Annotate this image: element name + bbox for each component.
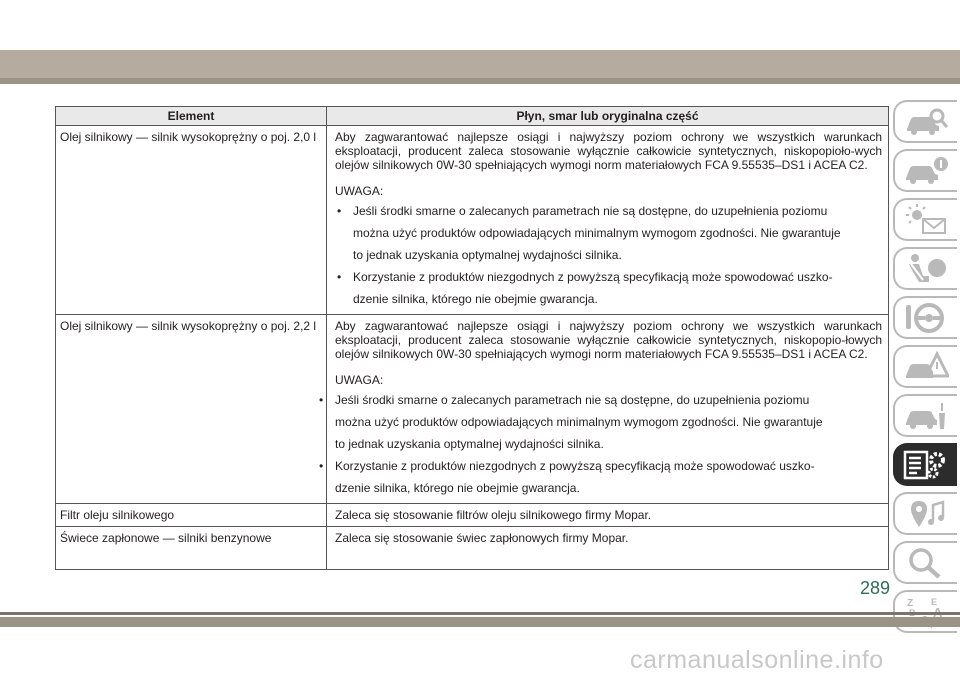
table-row	[56, 527, 889, 570]
column-header-element: Element	[56, 107, 327, 126]
multimedia-music-icon	[903, 497, 949, 531]
note-list	[317, 389, 882, 499]
alpha-letter: Z	[907, 597, 914, 609]
list-item	[317, 389, 882, 455]
note-line: dzenie silnika, którego nie obejmie gwarancja.	[353, 292, 598, 306]
car-wrench-icon	[903, 399, 949, 433]
note-line: • Jeśli środki smarne o zalecanych parametrach nie są dostępne, do uzupełnienia poziomu	[353, 204, 828, 218]
alpha-letter: E	[931, 596, 938, 607]
steering-wheel-icon	[903, 301, 949, 335]
table-row	[56, 315, 889, 504]
tab-multimedia[interactable]	[893, 492, 957, 535]
specifications-gear-icon	[903, 448, 949, 482]
note-title: UWAGA:	[335, 184, 384, 198]
tab-warning-lights[interactable]	[893, 198, 957, 241]
car-info-icon	[903, 154, 949, 188]
list-item	[317, 455, 882, 499]
note-line: to jednak uzyskania optymalnej wydajności silnika.	[353, 248, 622, 262]
tab-maintenance[interactable]	[893, 394, 957, 437]
page-number: 289	[859, 578, 890, 598]
description-cell: Zaleca się stosowanie świec zapłonowych firmy Mopar.	[327, 527, 889, 570]
warning-light-message-icon	[903, 203, 949, 237]
tab-safety[interactable]	[893, 247, 957, 290]
tab-dashboard[interactable]	[893, 149, 957, 192]
note-title: UWAGA:	[335, 373, 384, 387]
tab-getting-to-know[interactable]	[893, 100, 957, 143]
note-line: można użyć produktów odpowiadających minimalnym wymogom zgodności. Nie gwarantuje	[335, 415, 823, 429]
element-cell: Olej silnikowy — silnik wysokoprężny o poj. 2,0 l	[56, 126, 327, 315]
description-cell	[327, 315, 889, 504]
seatbelt-airbag-icon	[903, 252, 949, 286]
tab-technical-specifications[interactable]	[893, 443, 957, 486]
note-line: można użyć produktów odpowiadających minimalnym wymogom zgodności. Nie gwarantuje	[353, 226, 841, 240]
tab-emergency[interactable]	[893, 345, 957, 388]
header-band	[0, 50, 960, 78]
tab-starting-driving[interactable]	[893, 296, 957, 339]
description-cell	[327, 126, 889, 315]
element-cell: Świece zapłonowe — silniki benzynowe	[56, 527, 327, 570]
table-row	[56, 504, 889, 527]
note-line: • Jeśli środki smarne o zalecanych parametrach nie są dostępne, do uzupełnienia poziomu	[335, 393, 810, 407]
footer-rule	[0, 612, 960, 615]
element-cell: Olej silnikowy — silnik wysokoprężny o poj. 2,2 l	[56, 315, 327, 504]
list-item	[335, 200, 882, 266]
element-cell: Filtr oleju silnikowego	[56, 504, 327, 527]
column-header-fluid: Płyn, smar lub oryginalna część	[327, 107, 889, 126]
description-cell: Zaleca się stosowanie filtrów oleju silnikowego firmy Mopar.	[327, 504, 889, 527]
specification-table	[55, 106, 889, 570]
note-line: dzenie silnika, którego nie obejmie gwarancja.	[335, 481, 580, 495]
watermark-text: carmanualsonline.info	[630, 646, 884, 674]
note-line: • Korzystanie z produktów niezgodnych z powyższą specyfikacją może spowodować uszko-	[335, 459, 815, 473]
tab-customer-assistance[interactable]	[893, 541, 957, 584]
chapter-index-tabs	[893, 100, 960, 639]
header-band-stripe	[0, 78, 960, 84]
description-text: Aby zagwarantować najlepsze osiągi i najwyższy poziom ochrony we wszystkich warunkach eksploatacji, producent zaleca stosowanie wyłącznie całkowicie syntetycznych, niskopopio-łowych olejów silnikowych 0W-30 spełniających wymogi norm materiałowych FCA 9.55535–DS1 i ACEA C2.	[335, 319, 882, 361]
table-header-row	[56, 107, 889, 126]
note-line: to jednak uzyskania optymalnej wydajności silnika.	[335, 437, 604, 451]
list-item	[335, 266, 882, 310]
note-list	[335, 200, 882, 310]
magnifier-index-icon	[903, 546, 949, 580]
emergency-triangle-icon	[903, 350, 949, 384]
note-line: • Korzystanie z produktów niezgodnych z powyższą specyfikacją może spowodować uszko-	[353, 270, 833, 284]
car-search-icon	[903, 105, 949, 139]
description-text: Aby zagwarantować najlepsze osiągi i najwyższy poziom ochrony we wszystkich warunkach eksploatacji, producent zaleca stosowanie wyłącznie całkowicie syntetycznych, niskopopioło-wych olejów silnikowych 0W-30 spełniających wymogi norm materiałowych FCA 9.55535–DS1 i ACEA C2.	[335, 130, 882, 172]
table-row	[56, 126, 889, 315]
footer-band	[0, 617, 960, 627]
